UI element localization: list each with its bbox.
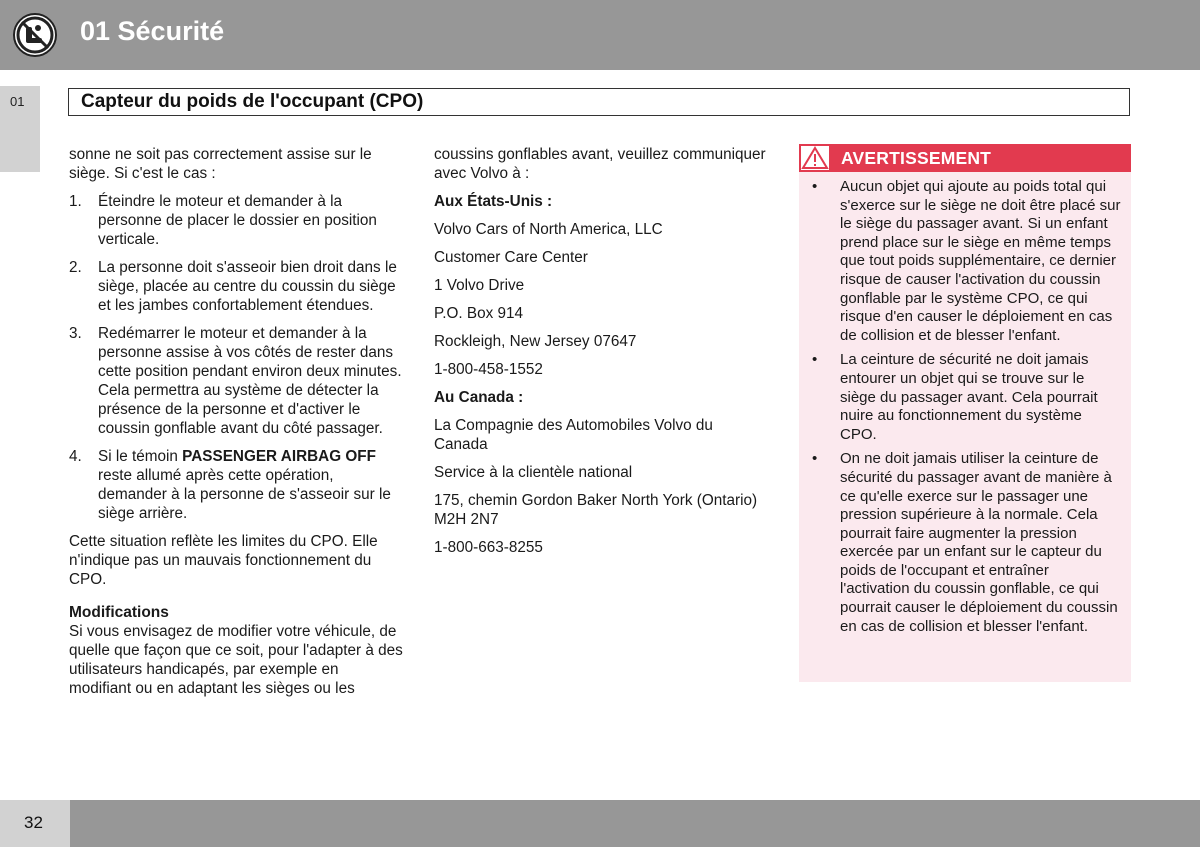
- header-bar: [0, 0, 1200, 70]
- warning-text: Aucun objet qui ajoute au poids total qui s'exerce sur le siège ne doit être placé sur le siège du passager avant. Si un enfant prend place sur le siège en même temps que tout poids supplémentaire, ce dernier risque de causer l'activation du coussin gonflable par le système CPO, ce qui risque d'en causer le déploiement en cas de collision et de blesser l'enfant.: [840, 178, 1121, 344]
- indicator-name: PASSENGER AIRBAG OFF: [182, 448, 376, 465]
- usa-address-line: Rockleigh, New Jersey 07647: [434, 333, 637, 350]
- modifications-paragraph: Si vous envisagez de modifier votre véhicule, de quelle que façon que ce soit, pour l'adapter à des utilisateurs handicapés, par exemple en modifiant ou en adaptant les sièges ou les: [69, 623, 403, 697]
- warning-title: AVERTISSEMENT: [841, 148, 992, 168]
- step-number: 4.: [69, 448, 82, 465]
- usa-address-line: Volvo Cars of North America, LLC: [434, 221, 663, 238]
- warning-text: On ne doit jamais utiliser la ceinture de sécurité du passager avant de manière à ce qu'elle exerce sur le passager une pression supérieure à la normale. Cela pourrait faire augmenter la pression exercée par un enfant sur le capteur du poids de l'occupant et entraîner l'activation du coussin gonflable, ce qui pourrait causer le déploiement du coussin en cas de collision et blesser l'enfant.: [840, 450, 1118, 635]
- canada-heading: Au Canada :: [434, 389, 524, 406]
- footer-bar: [70, 800, 1200, 847]
- step-text-pre: Si le témoin: [98, 448, 183, 465]
- warning-list: [809, 178, 1121, 642]
- bullet: •: [812, 351, 818, 369]
- canada-phone: 1-800-663-8255: [434, 539, 543, 556]
- step-number: 1.: [69, 193, 82, 210]
- section-title: Capteur du poids de l'occupant (CPO): [81, 91, 424, 112]
- step-item: [69, 324, 403, 438]
- warning-text: La ceinture de sécurité ne doit jamais entourer un objet qui se trouve sur le siège du passager avant. Cela pourrait nuire au fonctionnement du système CPO.: [840, 351, 1098, 443]
- step-item: [69, 258, 403, 315]
- bullet: •: [812, 178, 818, 195]
- warning-item: [809, 178, 1121, 345]
- section-title-box: [68, 88, 1130, 116]
- text-column-1: [69, 145, 403, 707]
- step-text-post: reste allumé après cette opération, demander à la personne de s'asseoir sur le siège arrière.: [98, 467, 391, 522]
- step-text: Redémarrer le moteur et demander à la personne assise à vos côtés de rester dans cette position pendant environ deux minutes. Cela permettra au système de détecter la présence de la personne et d'activer le coussin gonflable avant du côté passager.: [98, 325, 402, 437]
- chapter-tab-label: 01: [10, 94, 25, 109]
- warning-item: [809, 450, 1121, 636]
- step-item: [69, 447, 403, 523]
- chapter-title: 01 Sécurité: [80, 16, 225, 46]
- modifications-heading: Modifications: [69, 604, 169, 621]
- intro-paragraph: sonne ne soit pas correctement assise sur le siège. Si c'est le cas :: [69, 146, 372, 182]
- canada-address-line: 175, chemin Gordon Baker North York (Ontario) M2H 2N7: [434, 492, 758, 528]
- step-item: [69, 192, 403, 249]
- canada-address-line: La Compagnie des Automobiles Volvo du Canada: [434, 417, 713, 453]
- step-number: 2.: [69, 259, 82, 276]
- bullet: •: [812, 450, 818, 468]
- step-text: La personne doit s'asseoir bien droit dans le siège, placée au centre du coussin du siège et les jambes confortablement étendues.: [98, 259, 397, 314]
- text-column-2: [434, 145, 769, 566]
- canada-address-line: Service à la clientèle national: [434, 464, 633, 481]
- page-number: 32: [24, 813, 43, 832]
- usa-address-line: Customer Care Center: [434, 249, 588, 266]
- warning-triangle-icon: [801, 146, 829, 170]
- step-text: Éteindre le moteur et demander à la personne de placer le dossier en position verticale.: [98, 193, 377, 248]
- usa-heading: Aux États-Unis :: [434, 193, 553, 210]
- usa-address-line: 1 Volvo Drive: [434, 277, 525, 294]
- limitation-note: Cette situation reflète les limites du CPO. Elle n'indique pas un mauvais fonctionnement du CPO.: [69, 533, 378, 588]
- seat-airbag-off-icon: [12, 12, 58, 58]
- usa-phone: 1-800-458-1552: [434, 361, 543, 378]
- warning-item: [809, 351, 1121, 444]
- usa-address-line: P.O. Box 914: [434, 305, 524, 322]
- step-number: 3.: [69, 325, 82, 342]
- contact-intro: coussins gonflables avant, veuillez communiquer avec Volvo à :: [434, 146, 766, 182]
- warning-box: [799, 144, 1131, 682]
- steps-list: [69, 192, 403, 523]
- warning-header: [799, 144, 1131, 172]
